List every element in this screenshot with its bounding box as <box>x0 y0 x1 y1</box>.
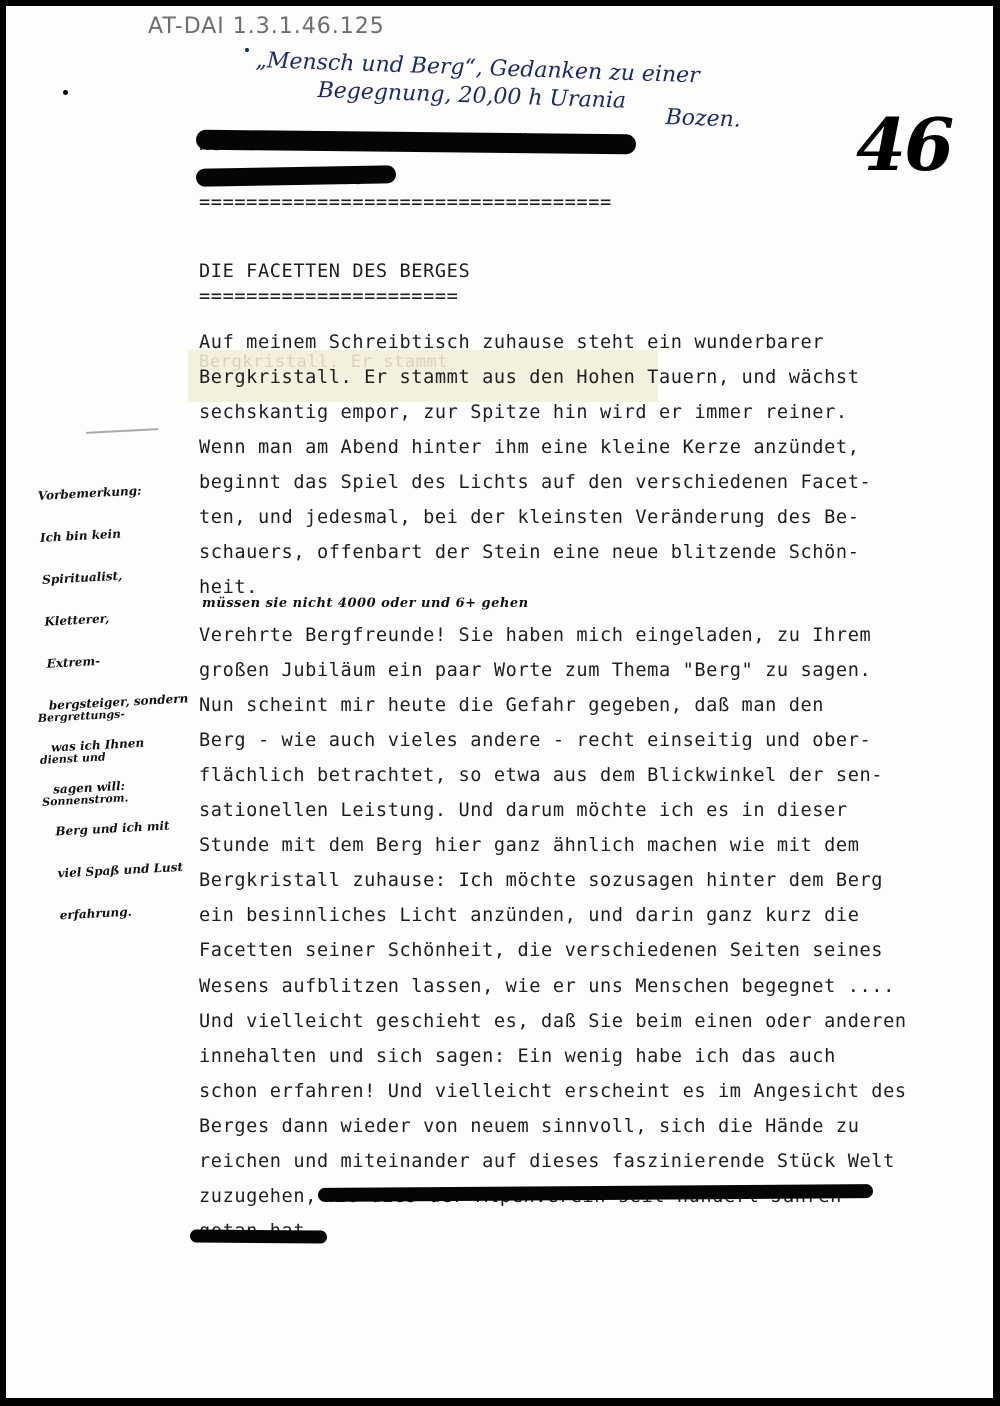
text-line: Verehrte Bergfreunde! Sie haben mich eingeladen, zu Ihrem <box>199 625 872 646</box>
margin-note-line: erfahrung. <box>59 904 133 923</box>
text-line: Berges dann wieder von neuem sinnvoll, sich die Hände zu <box>199 1116 860 1137</box>
handwritten-note-line-1: „Mensch und Berg“, Gedanken zu einer <box>255 48 701 89</box>
text-line: Und vielleicht geschieht es, daß Sie beim einen oder anderen <box>199 1011 907 1032</box>
ink-dot <box>63 90 68 95</box>
text-line: Nun scheint mir heute die Gefahr gegeben, daß man den <box>199 695 825 716</box>
margin-note-line: Spiritualist, <box>41 568 123 587</box>
margin-note-line: sagen will: <box>52 778 126 797</box>
archive-signature: AT-DAI 1.3.1.46.125 <box>148 14 385 39</box>
ink-dot <box>245 48 249 52</box>
redaction-bar <box>196 165 396 186</box>
margin-note-line: was ich Ihnen <box>50 735 145 755</box>
text-line: heit. <box>199 577 258 598</box>
page-number: 46 <box>856 102 953 187</box>
margin-note-line: dienst und <box>39 750 106 767</box>
text-line: beginnt das Spiel des Lichts auf den verschiedenen Facet- <box>199 472 872 493</box>
margin-note-line: Sonnenstrom. <box>41 791 129 809</box>
handwritten-note-line-3: Bozen. <box>665 105 742 133</box>
section-title: DIE FACETTEN DES BERGES <box>199 261 471 282</box>
text-line: ein besinnliches Licht anzünden, und darin ganz kurz die <box>199 905 860 926</box>
text-line: sationellen Leistung. Und darum möchte ich es in dieser <box>199 800 848 821</box>
text-line: Wesens aufblitzen lassen, wie er uns Menschen begegnet .... <box>199 976 895 997</box>
margin-note-2 <box>36 679 131 837</box>
margin-note-line: Extrem- <box>46 653 101 671</box>
text-line: innehalten und sich sagen: Ein wenig habe ich das auch <box>199 1046 836 1067</box>
text-line: sechskantig empor, zur Spitze hin wird er immer reiner. <box>199 402 848 423</box>
text-line: Facetten seiner Schönheit, die verschiedenen Seiten seines <box>199 940 884 961</box>
text-line: flächlich betrachtet, so etwa aus dem Blickwinkel der sen- <box>199 765 884 786</box>
margin-note-line: Bergrettungs- <box>37 707 126 725</box>
handwritten-note-line-2: Begegnung, 20,00 h Urania <box>317 78 627 114</box>
text-line: Bergkristall zuhause: Ich möchte sozusagen hinter dem Berg <box>199 870 884 891</box>
inline-handwritten-insert: müssen sie nicht 4000 oder und 6+ gehen <box>202 596 529 611</box>
header-underline: =================================== <box>199 192 612 213</box>
document-page <box>6 6 993 1398</box>
text-line: Bergkristall. Er stammt aus den Hohen Tauern, und wächst <box>199 367 860 388</box>
margin-note-line: viel Spaß und Lust <box>57 859 184 881</box>
text-line: reichen und miteinander auf dieses faszinierende Stück Welt <box>199 1151 895 1172</box>
title-underline: ====================== <box>199 286 459 307</box>
text-line: zuzugehen, <box>199 1186 317 1207</box>
text-line: ten, und jedesmal, bei der kleinsten Veränderung des Be- <box>199 507 860 528</box>
text-line: Stunde mit dem Berg hier ganz ähnlich machen wie mit dem <box>199 835 860 856</box>
redaction-bar <box>190 1229 327 1243</box>
margin-note-line: Kletterer, <box>44 611 110 629</box>
margin-note-line: Berg und ich mit <box>55 818 170 839</box>
text-line: schauers, offenbart der Stein eine neue blitzende Schön- <box>199 542 860 563</box>
text-line: Berg - wie auch vieles andere - recht einseitig und ober- <box>199 730 872 751</box>
ghost-text: Bergkristall. Er stammt <box>199 352 449 372</box>
text-line: Auf meinem Schreibtisch zuhause steht ein wunderbarer <box>199 332 825 353</box>
text-line: Wenn man am Abend hinter ihm eine kleine Kerze anzündet, <box>199 437 860 458</box>
text-line: großen Jubiläum ein paar Worte zum Thema "Berg" zu sagen. <box>199 660 872 681</box>
margin-note-line: Ich bin kein <box>39 526 122 545</box>
text-line: schon erfahren! Und vielleicht erscheint es im Angesicht des <box>199 1081 907 1102</box>
pencil-stroke <box>86 428 158 434</box>
margin-note-line: bergsteiger, sondern <box>48 691 189 713</box>
margin-note-line: Vorbemerkung: <box>37 483 142 503</box>
